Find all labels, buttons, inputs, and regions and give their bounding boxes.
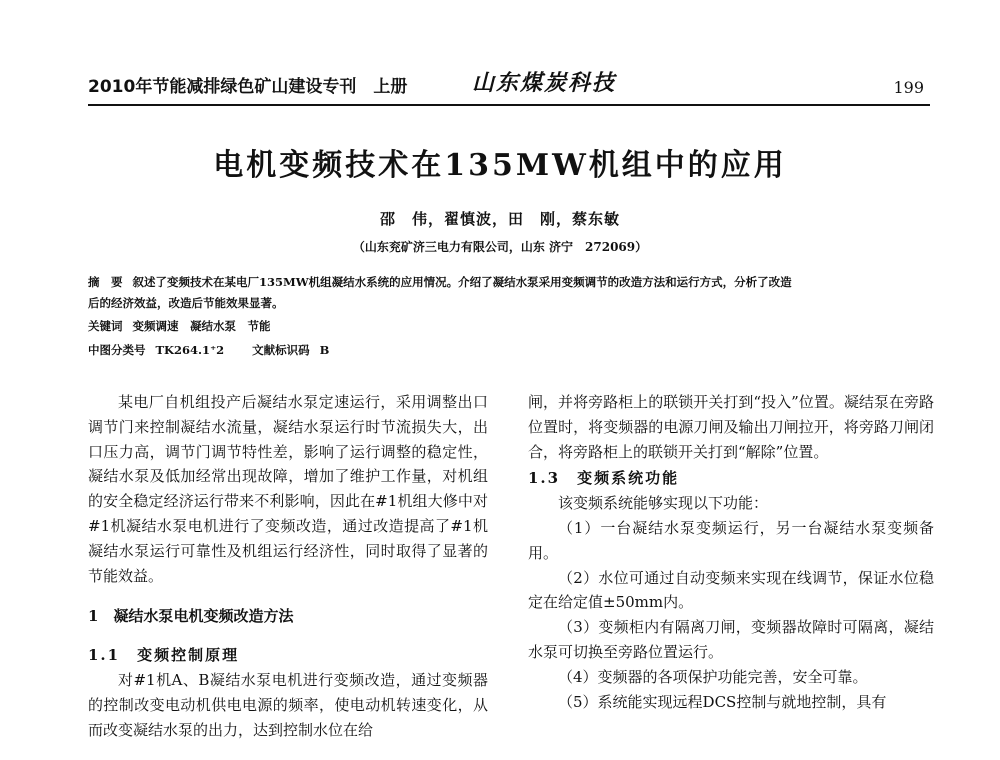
doc-code-label: 文献标识码: [252, 343, 310, 357]
abstract-label: 摘 要: [88, 275, 123, 289]
running-header: [88, 66, 928, 100]
abstract-continued: [88, 293, 938, 313]
abstract-line-2: 后的经济效益，改造后节能效果显著。: [88, 296, 284, 310]
authors: 邵 伟，翟慎波，田 刚，蔡东敏: [379, 210, 620, 228]
function-item-4: （4）变频器的各项保护功能完善，安全可靠。: [558, 667, 868, 686]
classification: [88, 340, 938, 360]
function-item-5: （5）系统能实现远程DCS控制与就地控制，具有: [558, 692, 887, 711]
right-column: [528, 390, 934, 714]
keywords-label: 关键词: [88, 319, 123, 333]
clc-label: 中图分类号: [88, 343, 146, 357]
left-column: [88, 390, 488, 742]
abstract-line-1: 叙述了变频技术在某电厂135MW机组凝结水系统的应用情况。介绍了凝结水泵采用变频调节的改造方法和运行方式，分析了改造: [132, 275, 792, 289]
journal-logo: 山东煤炭科技: [472, 70, 617, 96]
keywords: [88, 316, 938, 336]
section-1-1-paragraph: 对#1机A、B凝结水泵电机进行变频改造，通过变频器的控制改变电动机供电电源的频率，使电动机转速变化，从而改变凝结水泵的出力，达到控制水位在给: [88, 670, 488, 739]
keywords-text: 变频调速 凝结水泵 节能: [132, 319, 271, 333]
section-1-3-heading: 1.3 变频系统功能: [528, 469, 680, 488]
header-rule: [88, 104, 930, 106]
doc-code-value: B: [319, 343, 330, 357]
section-1-1-heading: 1.1 变频控制原理: [88, 646, 240, 665]
function-intro: 该变频系统能够实现以下功能：: [558, 494, 769, 513]
paper-title: 电机变频技术在135MW机组中的应用: [213, 148, 787, 183]
clc-value: TK264.1⁺2: [155, 343, 225, 357]
section-1-heading: 1 凝结水泵电机变频改造方法: [88, 607, 294, 626]
intro-paragraph: 某电厂自机组投产后凝结水泵定速运行，采用调整出口调节门来控制凝结水流量，凝结水泵运行时节流损失大，出口压力高，调节门调节特性差，影响了运行调整的稳定性，凝结水泵及低加经常出现故障，增加了维护工作量，对机组的安全稳定经济运行带来不利影响，因此在#1机组大修中对#1机凝结水泵电机进行了变频改造，通过改造提高了#1机凝结水泵运行可靠性及机组运行经济性，同时取得了显著的节能效益。: [88, 393, 488, 585]
function-item-3: （3）变频柜内有隔离刀闸，变频器故障时可隔离，凝结水泵可切换至旁路位置运行。: [528, 618, 934, 661]
affiliation: （山东兖矿济三电力有限公司，山东 济宁 272069）: [352, 240, 648, 254]
abstract: [88, 272, 938, 292]
issue-label: 2010年节能减排绿色矿山建设专刊 上册: [88, 77, 408, 97]
page-number: 199: [893, 78, 924, 97]
function-item-1: （1）一台凝结水泵变频运行，另一台凝结水泵变频备用。: [528, 518, 934, 562]
function-item-2: （2）水位可通过自动变频来实现在线调节，保证水位稳定在给定值±50mm内。: [528, 568, 934, 612]
continued-paragraph: 闸，并将旁路柜上的联锁开关打到“投入”位置。凝结泵在旁路位置时，将变频器的电源刀闸及输出刀闸拉开，将旁路刀闸闭合，将旁路柜上的联锁开关打到“解除”位置。: [528, 393, 934, 461]
